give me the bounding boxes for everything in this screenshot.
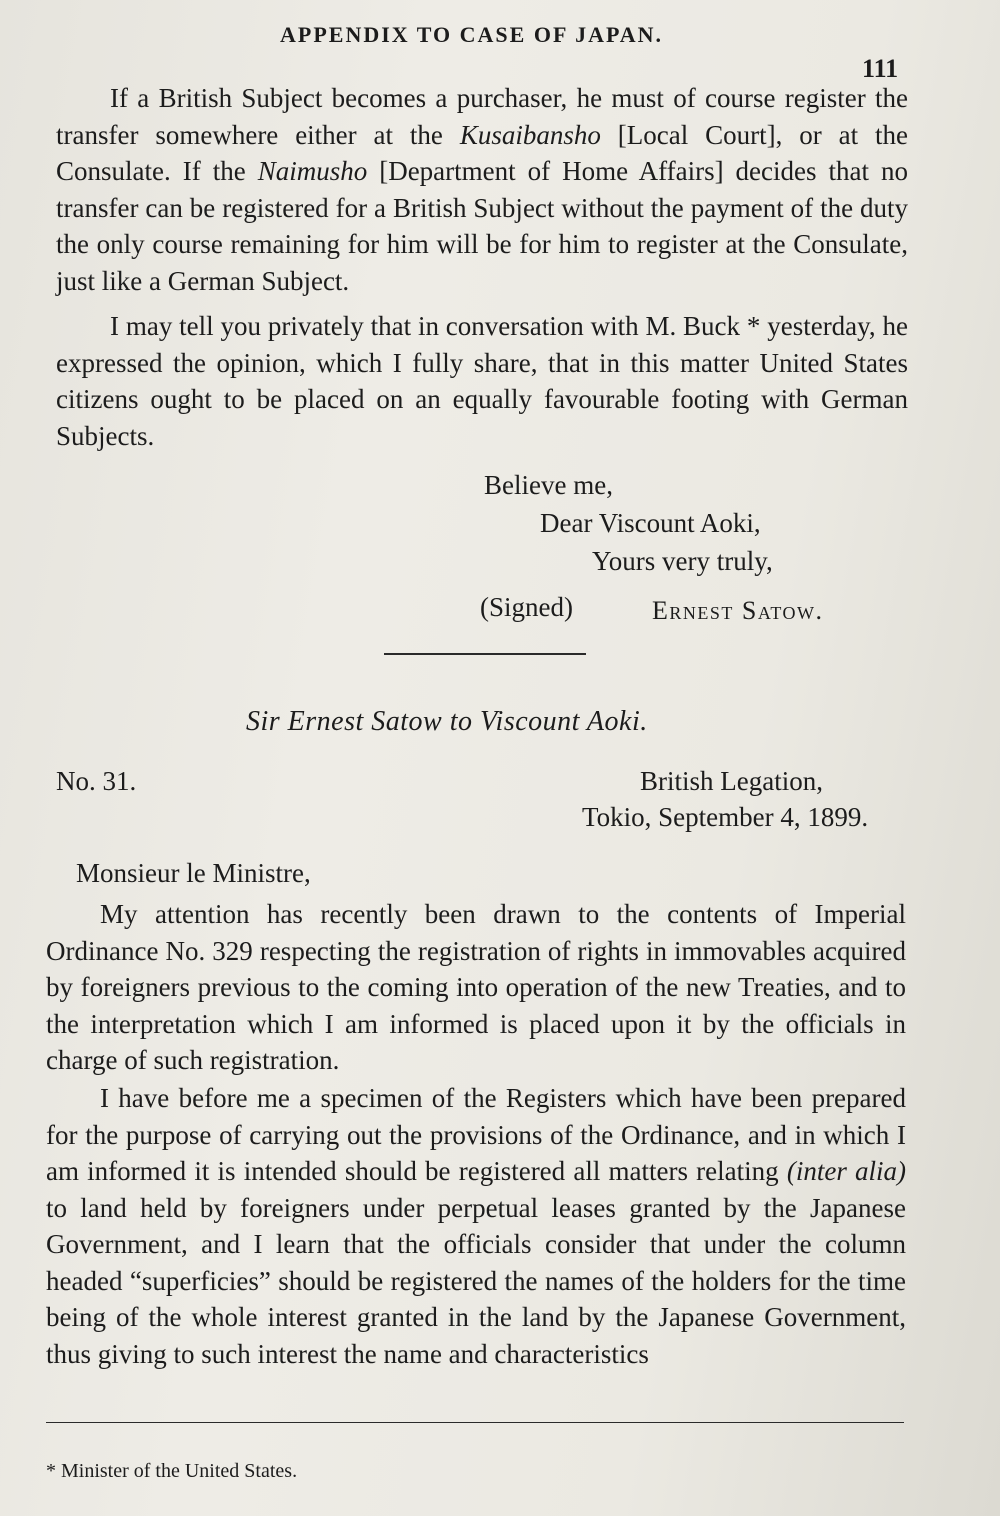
closing-signed-label: (Signed) xyxy=(480,592,573,622)
section-divider xyxy=(384,653,586,655)
footnote-rule xyxy=(46,1422,904,1423)
address-date-line: Tokio, September 4, 1899. xyxy=(582,802,869,832)
letter-heading: Sir Ernest Satow to Viscount Aoki. xyxy=(246,706,648,737)
footnote: * Minister of the United States. xyxy=(46,1460,298,1482)
signature-name: Ernest Satow. xyxy=(652,596,824,625)
closing-dear-viscount: Dear Viscount Aoki, xyxy=(540,508,761,538)
letter1-paragraph-1: If a British Subject becomes a purchaser, he must of course register the transfer somewhere either at the Kusaibansho [Local Court], or at the Consulate. If the Naimusho [Department of Home Affairs] decides that no transfer can be registered for a British Subject without the payment of the duty the only course remaining for him will be for him to register at the Consulate, just like a German Subject. xyxy=(56,83,908,296)
letter2-paragraph-1: My attention has recently been drawn to the contents of Imperial Ordinance No. 329 respecting the registration of rights in immovables acquired by foreigners previous to the coming into operation of the new Treaties, and to the interpretation which I am informed is placed upon it by the officials in charge of such registration. xyxy=(46,899,906,1075)
address-line-1: British Legation, xyxy=(640,766,823,796)
letter-number: No. 31. xyxy=(56,766,137,796)
running-head: APPENDIX TO CASE OF JAPAN. xyxy=(280,22,664,47)
page-number: 111 xyxy=(862,54,899,83)
letter2-paragraph-2: I have before me a specimen of the Registers which have been prepared for the purpose of carrying out the provisions of the Ordinance, and in which I am informed it is intended should be registered all matters relating (inter alia) to land held by foreigners under perpetual leases granted by the Japanese Government, and I learn that the officials consider that under the column headed “superficies” should be registered the names of the holders for the time being of the whole interest granted in the land by the Japanese Government, thus giving to such interest the name and characteristics xyxy=(46,1083,907,1369)
salutation: Monsieur le Ministre, xyxy=(76,858,311,888)
closing-yours-truly: Yours very truly, xyxy=(592,546,773,576)
letter1-paragraph-2: I may tell you privately that in conversation with M. Buck * yesterday, he expressed the opinion, which I fully share, that in this matter United States citizens ought to be placed on an equally favourable footing with German Subjects. xyxy=(56,311,908,451)
closing-believe-me: Believe me, xyxy=(484,470,613,500)
